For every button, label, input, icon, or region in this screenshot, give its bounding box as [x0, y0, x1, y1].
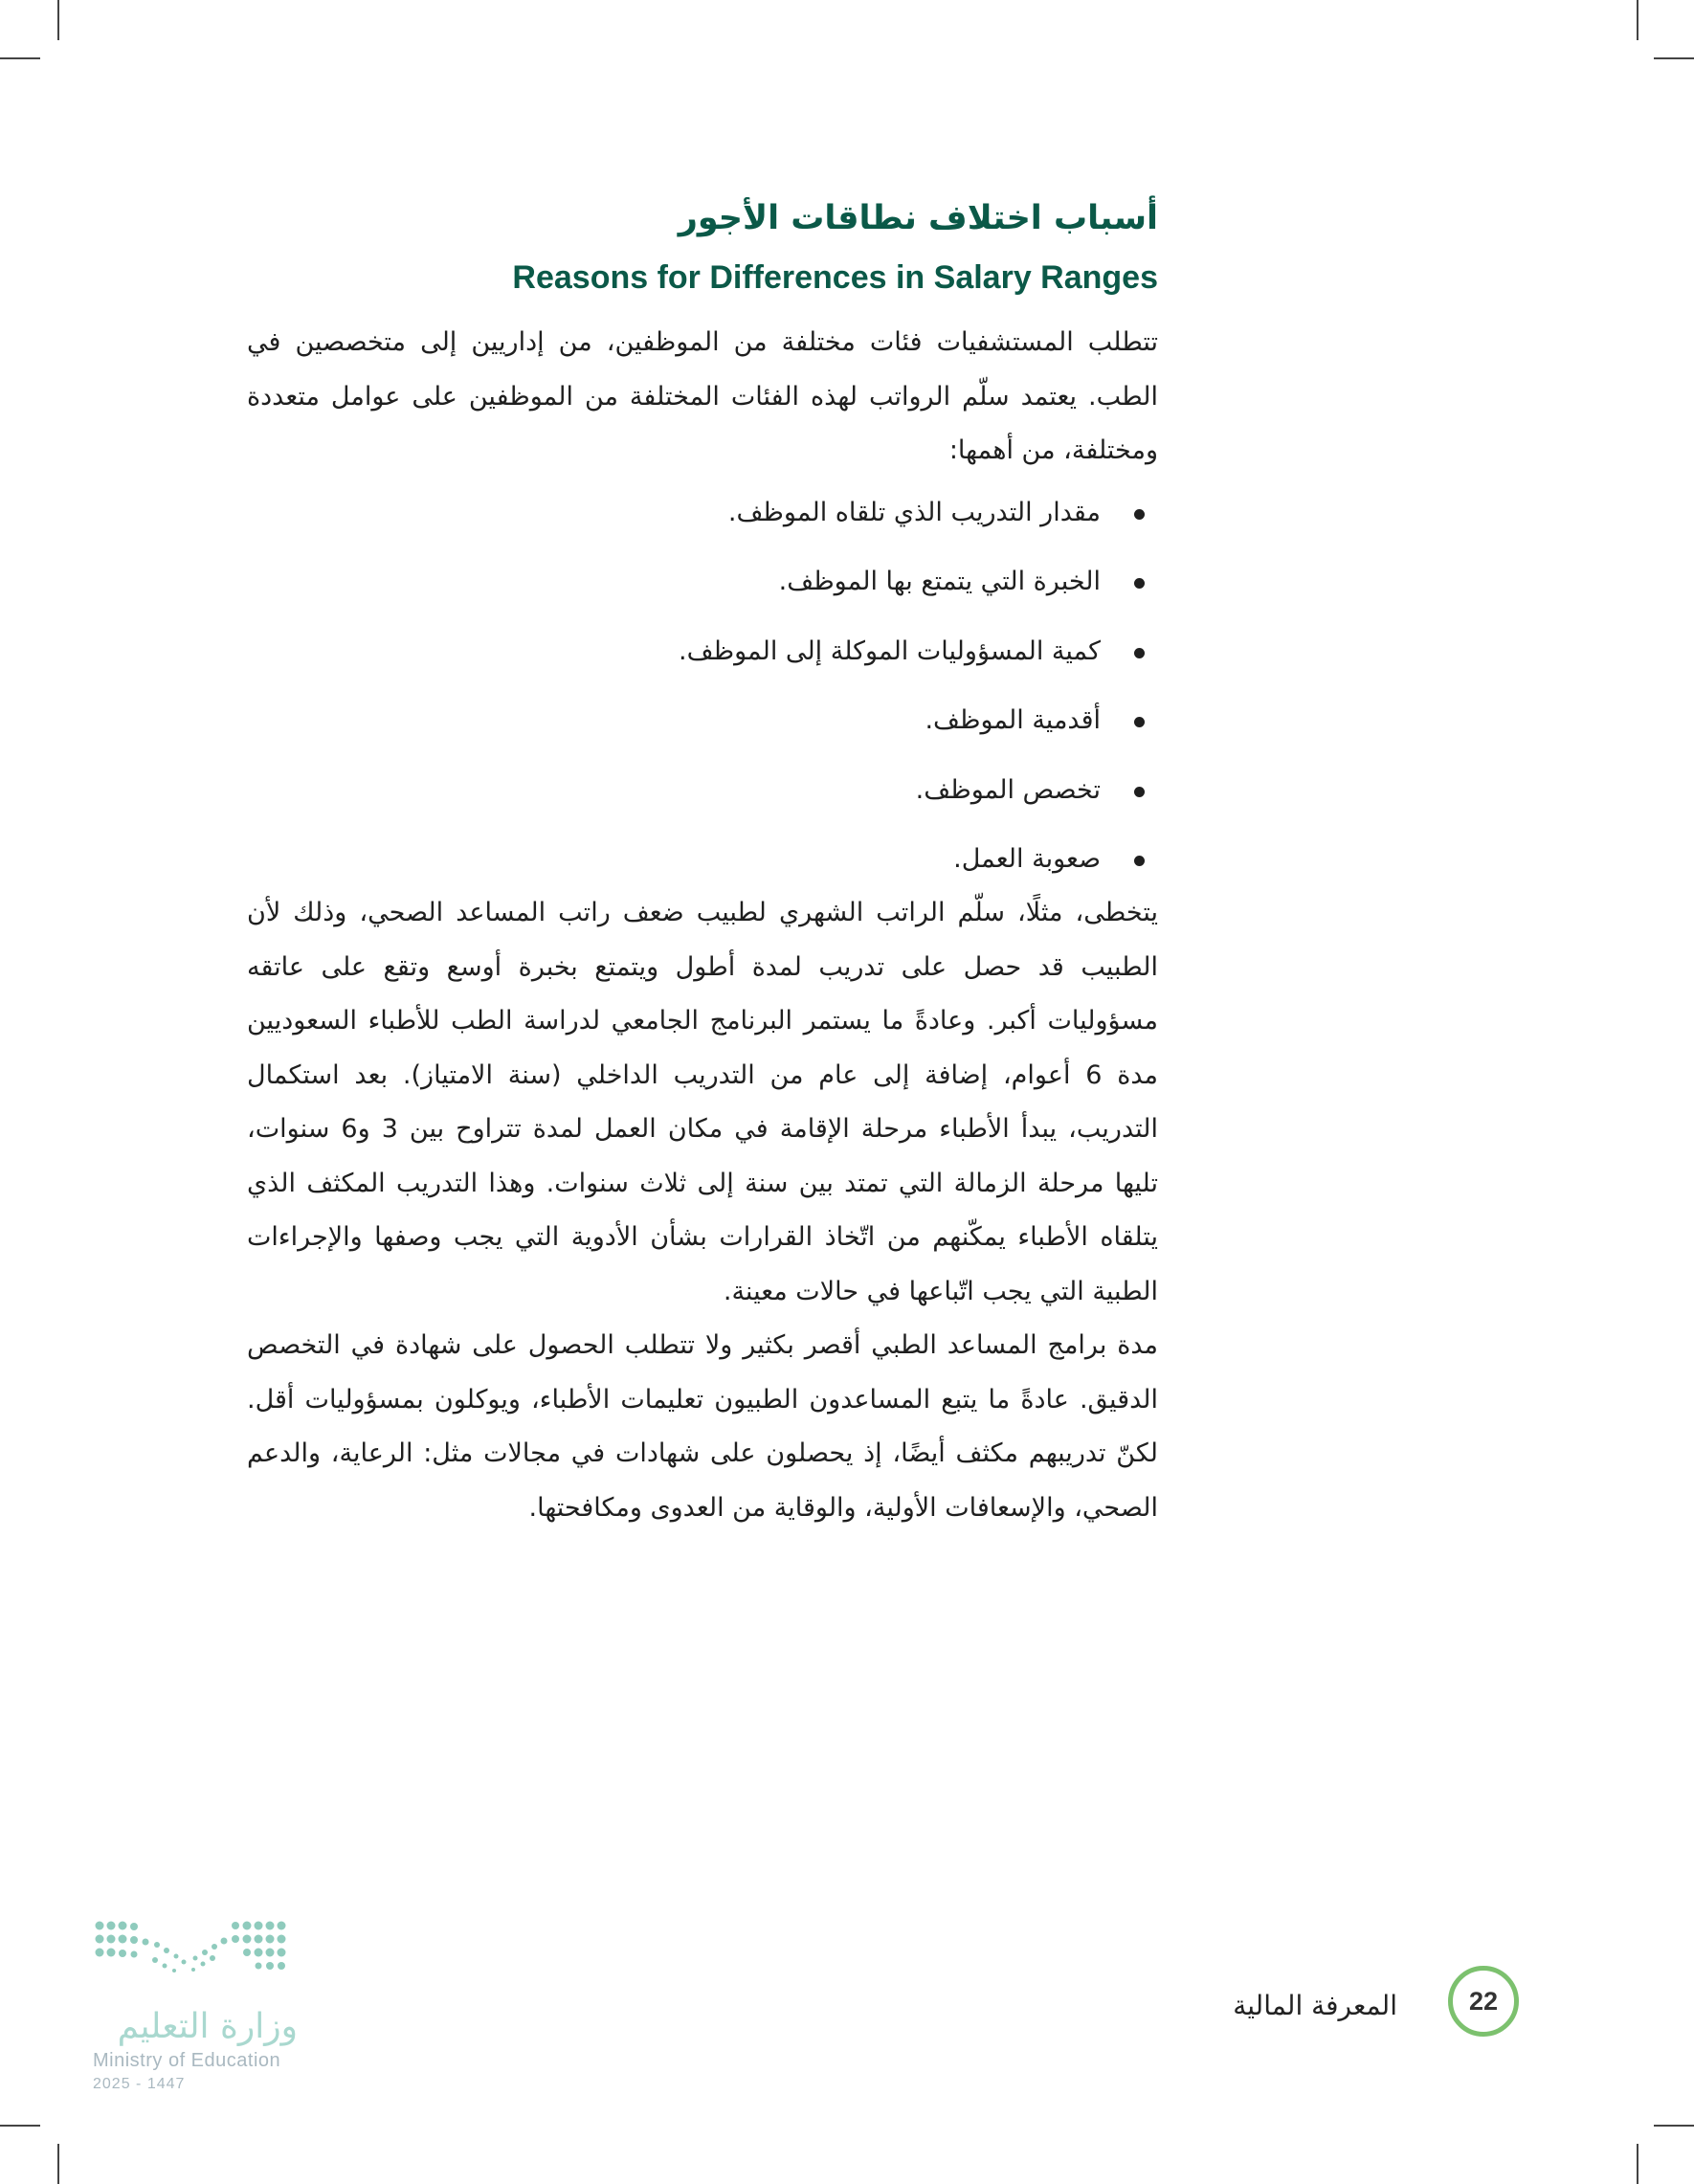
crop-mark	[0, 2125, 40, 2127]
list-item-text: الخبرة التي يتمتع بها الموظف.	[778, 567, 1101, 596]
book-title: المعرفة المالية	[1233, 1990, 1397, 2021]
list-item-text: مقدار التدريب الذي تلقاه الموظف.	[727, 497, 1101, 527]
crop-mark	[1654, 2125, 1694, 2127]
bullet-icon	[1134, 509, 1145, 520]
list-item	[247, 486, 1158, 540]
list-item	[247, 764, 1158, 817]
crop-mark	[0, 57, 40, 59]
bullet-icon	[1134, 578, 1145, 589]
list-item	[247, 833, 1158, 886]
crop-mark	[1654, 57, 1694, 59]
main-content	[247, 191, 1158, 1535]
bullet-icon	[1134, 787, 1145, 797]
logo-arabic-text: وزارة التعليم	[117, 2007, 298, 2046]
list-item-text: كمية المسؤوليات الموكلة إلى الموظف.	[679, 635, 1101, 666]
crop-mark	[1637, 2144, 1638, 2184]
list-item-text: تخصص الموظف.	[915, 774, 1101, 805]
list-item-text: أقدمية الموظف.	[925, 705, 1101, 735]
list-item-text: صعوبة العمل.	[953, 844, 1101, 874]
assistants-paragraph: مدة برامج المساعد الطبي أقصر بكثير ولا تتطلب الحصول على شهادة في التخصص الدقيق. عادةً ما يتبع المساعدون الطبيون تعليمات الأطباء، ويوكلون بمسؤوليات أقل. لكنّ تدريبهم مكثف أيضًا، إذ يحصلون على شهادات في مجالات مثل: الرعاية، والدعم الصحي، والإسعافات الأولية، والوقاية من العدوى ومكافحتها.	[247, 1330, 1158, 1523]
page-number: 22	[1448, 1966, 1519, 2037]
logo-english-text: Ministry of Education	[93, 2050, 281, 2071]
crop-mark	[1637, 0, 1638, 40]
heading-english: Reasons for Differences in Salary Ranges	[512, 259, 1158, 296]
crop-mark	[57, 0, 59, 40]
bullet-icon	[1134, 856, 1145, 866]
list-item	[247, 555, 1158, 609]
bullet-icon	[1134, 717, 1145, 727]
heading-arabic: أسباب اختلاف نطاقات الأجور	[678, 199, 1158, 237]
crop-mark	[57, 2144, 59, 2184]
factors-list	[247, 486, 1158, 887]
bullet-icon	[1134, 648, 1145, 658]
doctors-paragraph: يتخطى، مثلًا، سلّم الراتب الشهري لطبيب ضعف راتب المساعد الصحي، وذلك لأن الطبيب قد حصل على تدريب لمدة أطول ويتمتع بخبرة أوسع وتقع على عاتقه مسؤوليات أكبر. وعادةً ما يستمر البرنامج الجامعي لدراسة الطب للأطباء السعوديين مدة 6 أعوام، إضافة إلى عام من التدريب الداخلي (سنة الامتياز). بعد استكمال التدريب، يبدأ الأطباء مرحلة الإقامة في مكان العمل لمدة تتراوح بين 3 و6 سنوات، تليها مرحلة الزمالة التي تمتد بين سنة إلى ثلاث سنوات. وهذا التدريب المكثف الذي يتلقاه الأطباء يمكّنهم من اتّخاذ القرارات بشأن الأدوية التي يجب وصفها والإجراءات الطبية التي يجب اتّباعها في حالات معينة.	[247, 898, 1159, 1306]
list-item	[247, 694, 1158, 747]
list-item	[247, 625, 1158, 679]
logo-year-text: 2025 - 1447	[93, 2076, 186, 2092]
intro-paragraph: تتطلب المستشفيات فئات مختلفة من الموظفين، من إداريين إلى متخصصين في الطب. يعتمد سلّم الرواتب لهذه الفئات المختلفة من الموظفين على عوامل متعددة ومختلفة، من أهمها:	[247, 327, 1158, 465]
